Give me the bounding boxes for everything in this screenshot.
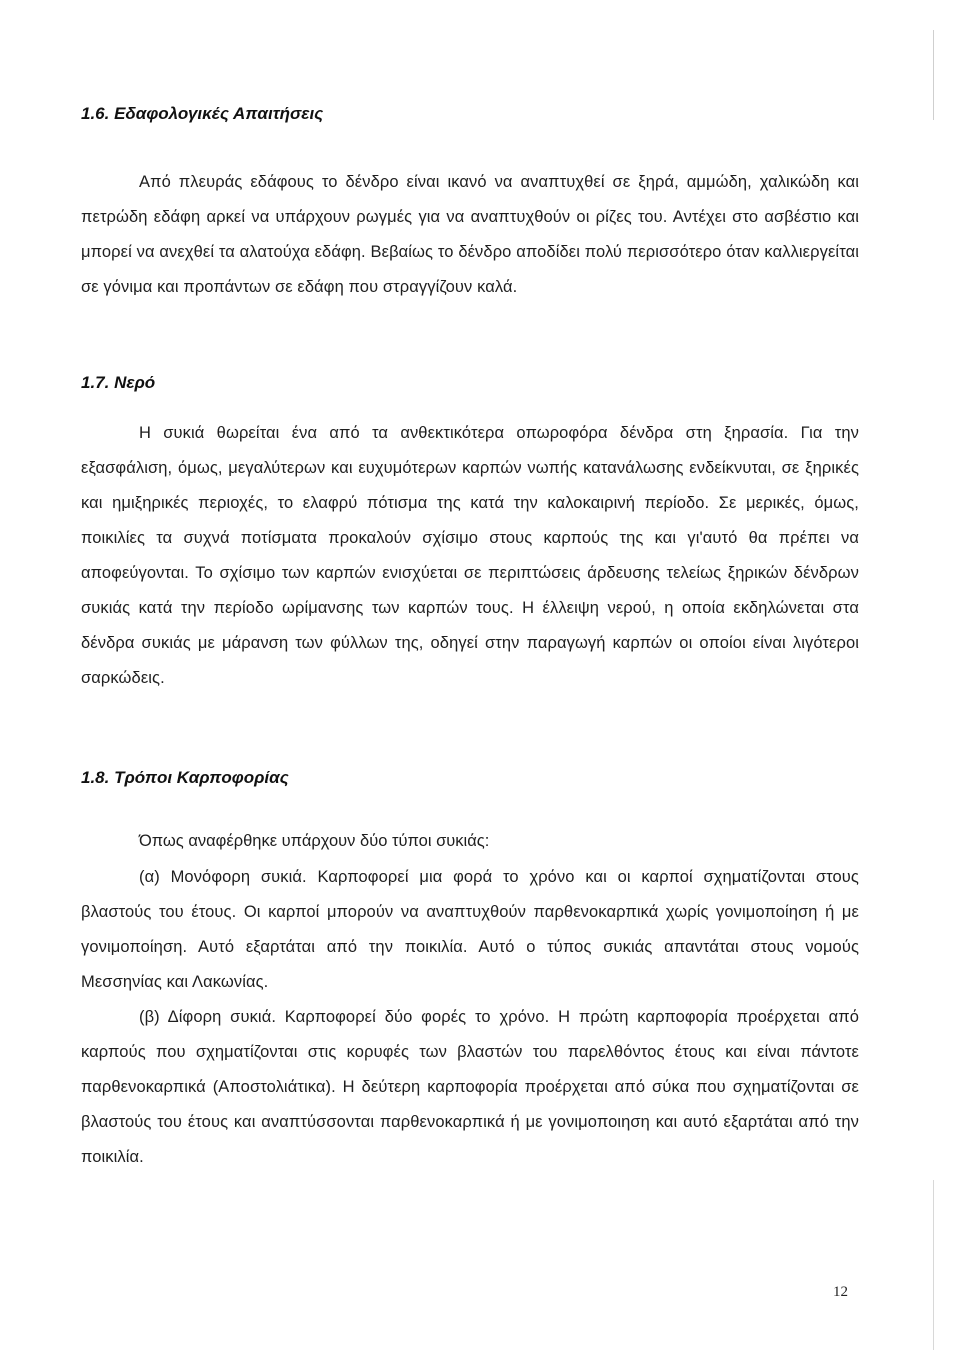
section-heading-fruiting: 1.8. Τρόποι Καρποφορίας — [81, 768, 289, 787]
section-heading-water: 1.7. Νερό — [81, 373, 156, 392]
paragraph-fruiting-intro: Όπως αναφέρθηκε υπάρχουν δύο τύποι συκιάς: — [139, 832, 490, 850]
scan-edge-line — [933, 1180, 934, 1350]
page-number: 12 — [833, 1284, 848, 1300]
scan-edge-line — [933, 30, 934, 120]
paragraph-monophore: (α) Μονόφορη συκιά. Καρποφορεί μια φορά το χρόνο και οι καρποί σχηματίζονται στους βλαστούς του έτους. Οι καρποί μπορούν να αναπτυχθούν παρθενοκαρπικά χωρίς γονιμοποίηση ή με γονιμοποίηση. Αυτό εξαρτάται από την ποικιλία. Αυτό ο τύπος συκιάς απαντάται στους νομούς Μεσσηνίας και Λακωνίας. — [81, 868, 859, 991]
paragraph-diphore: (β) Δίφορη συκιά. Καρποφορεί δύο φορές το χρόνο. Η πρώτη καρποφορία προέρχεται από καρπούς που σχηματίζονται στις κορυφές των βλαστών του παρελθόντος έτους και είναι πάντοτε παρθενοκαρπικά (Αποστολιάτικα). Η δεύτερη καρποφορία προέρχεται από σύκα που σχηματίζονται σε βλαστούς του έτους και αναπτύσσονται παρθενοκαρπικά ή με γονιμοποιηση και αυτό εξαρτάται από την ποικιλία. — [81, 1008, 859, 1166]
paragraph-soil: Από πλευράς εδάφους το δένδρο είναι ικανό να αναπτυχθεί σε ξηρά, αμμώδη, χαλικώδη και πετρώδη εδάφη αρκεί να υπάρχουν ρωγμές για να αναπτυχθούν οι ρίζες του. Αντέχει στο ασβέστιο και μπορεί να ανεχθεί τα αλατούχα εδάφη. Βεβαίως το δένδρο αποδίδει πολύ περισσότερο όταν καλλιεργείται σε γόνιμα και προπάντων σε εδάφη που στραγγίζουν καλά. — [81, 173, 859, 296]
paragraph-water: Η συκιά θωρείται ένα από τα ανθεκτικότερα οπωροφόρα δένδρα στη ξηρασία. Για την εξασφάλιση, όμως, μεγαλύτερων και ευχυμότερων καρπών νωπής κατανάλωσης ενδείκνυται, σε ξηρικές και ημιξηρικές περιοχές, το ελαφρύ πότισμα της κατά την καλοκαιρινή περίοδο. Σε μερικές, όμως, ποικιλίες τα συχνά ποτίσματα προκαλούν σχίσιμο στους καρπούς της και γι'αυτό θα πρέπει να αποφεύγονται. Το σχίσιμο των καρπών ενισχύεται σε περιπτώσεις άρδευσης τελείως ξηρικών δένδρων συκιάς κατά την περίοδο ωρίμανσης των καρπών τους. Η έλλειψη νερού, η οποία εκδηλώνεται στα δένδρα συκιάς με μάρανση των φύλλων της, οδηγεί στην παραγωγή καρπών οι οποίοι είναι λιγότεροι σαρκώδεις. — [81, 424, 859, 687]
section-heading-soil: 1.6. Εδαφολογικές Απαιτήσεις — [81, 104, 324, 123]
